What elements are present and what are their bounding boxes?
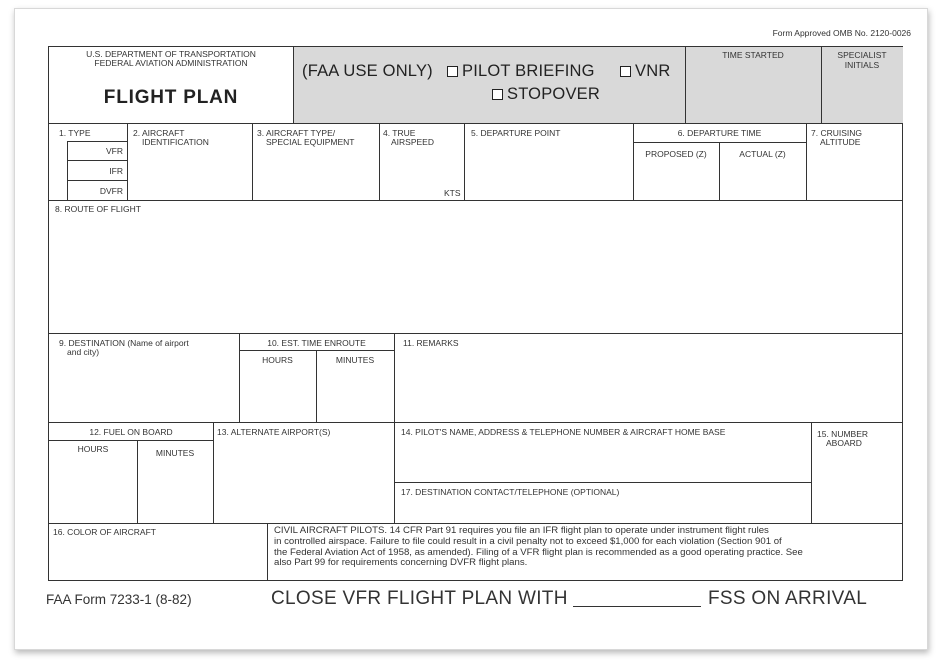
aircraft-id-label-1: 2. AIRCRAFT: [133, 128, 185, 138]
aircraft-id-label-2: IDENTIFICATION: [142, 137, 209, 147]
proposed-time-label: PROPOSED (Z): [645, 149, 707, 159]
type-dvfr[interactable]: DVFR: [99, 186, 123, 196]
destination-label-1: 9. DESTINATION (Name of airport: [59, 338, 189, 348]
vnr-checkbox[interactable]: [620, 66, 631, 77]
vnr-option[interactable]: [620, 62, 670, 81]
destination-contact-label: 17. DESTINATION CONTACT/TELEPHONE (OPTIONAL): [401, 487, 620, 497]
actual-time-label: ACTUAL (Z): [739, 149, 786, 159]
aircraft-type-label-1: 3. AIRCRAFT TYPE/: [257, 128, 336, 138]
stopover-label: STOPOVER: [507, 85, 600, 103]
fuel-hours-label: HOURS: [77, 444, 109, 454]
civil-notice: [274, 526, 900, 569]
civil-notice-line-1: CIVIL AIRCRAFT PILOTS. 14 CFR Part 91 requires you file an IFR flight plan to operate under instrument flight rules: [274, 525, 769, 536]
stopover-checkbox[interactable]: [492, 89, 503, 100]
form-number: FAA Form 7233-1 (8-82): [46, 592, 192, 607]
pilot-briefing-label: PILOT BRIEFING: [462, 62, 595, 80]
form-title: FLIGHT PLAN: [103, 87, 239, 108]
fss-on-arrival-text: FSS ON ARRIVAL: [708, 588, 868, 609]
alternate-airports-label: 13. ALTERNATE AIRPORT(S): [217, 427, 331, 437]
type-ifr[interactable]: IFR: [109, 166, 123, 176]
departure-time-label: 6. DEPARTURE TIME: [677, 128, 762, 138]
remarks-label: 11. REMARKS: [403, 338, 459, 348]
pilot-briefing-option[interactable]: [447, 62, 595, 81]
est-minutes-label: MINUTES: [335, 355, 375, 365]
specialist-initials-label-2: INITIALS: [844, 60, 880, 70]
number-aboard-label-2: ABOARD: [826, 438, 862, 448]
est-hours-label: HOURS: [262, 355, 293, 365]
dept-line-1: U.S. DEPARTMENT OF TRANSPORTATION: [86, 49, 256, 59]
number-aboard-label-1: 15. NUMBER: [817, 429, 869, 439]
vnr-label: VNR: [635, 62, 671, 80]
pilot-name-label: 14. PILOT'S NAME, ADDRESS & TELEPHONE NUMBER & AIRCRAFT HOME BASE: [401, 427, 726, 437]
aircraft-type-label-2: SPECIAL EQUIPMENT: [266, 137, 355, 147]
route-of-flight-label: 8. ROUTE OF FLIGHT: [55, 204, 141, 214]
destination-label-2: and city): [67, 347, 100, 357]
flight-plan-sheet: [14, 8, 928, 650]
cruising-altitude-label-2: ALTITUDE: [820, 137, 861, 147]
est-time-enroute-label: 10. EST. TIME ENROUTE: [267, 338, 366, 348]
fuel-minutes-label: MINUTES: [155, 448, 195, 458]
close-vfr-text: CLOSE VFR FLIGHT PLAN WITH: [271, 588, 568, 609]
type-label: 1. TYPE: [59, 128, 91, 138]
civil-notice-line-3: the Federal Aviation Act of 1958, as amended). Filing of a VFR flight plan is recommended as a good operating practice. See: [274, 546, 803, 558]
faa-use-only-label: (FAA USE ONLY): [302, 62, 433, 80]
kts-unit: KTS: [444, 188, 461, 198]
omb-number: Form Approved OMB No. 2120-0026: [772, 28, 911, 38]
flight-plan-form: [48, 46, 903, 581]
cruising-altitude-label-1: 7. CRUISING: [811, 128, 863, 138]
dept-line-2: FEDERAL AVIATION ADMINISTRATION: [94, 58, 248, 68]
fuel-on-board-label: 12. FUEL ON BOARD: [89, 427, 173, 437]
airspeed-label-1: 4. TRUE: [383, 128, 416, 138]
specialist-initials-label-1: SPECIALIST: [837, 50, 887, 60]
aircraft-color-label: 16. COLOR OF AIRCRAFT: [53, 527, 156, 537]
pilot-briefing-checkbox[interactable]: [447, 66, 458, 77]
civil-notice-line-4: also Part 99 for requirements concerning DVFR flight plans.: [274, 557, 528, 569]
type-vfr[interactable]: VFR: [106, 146, 123, 156]
airspeed-label-2: AIRSPEED: [391, 137, 434, 147]
time-started-label: TIME STARTED: [722, 50, 784, 60]
stopover-option[interactable]: [492, 85, 600, 104]
departure-point-label: 5. DEPARTURE POINT: [471, 128, 561, 138]
civil-notice-line-2: in controlled airspace. Failure to file could result in a civil penalty not to exceed $1,000 for each violation (Section 901 of: [274, 535, 782, 547]
fss-blank-line[interactable]: [573, 606, 701, 607]
